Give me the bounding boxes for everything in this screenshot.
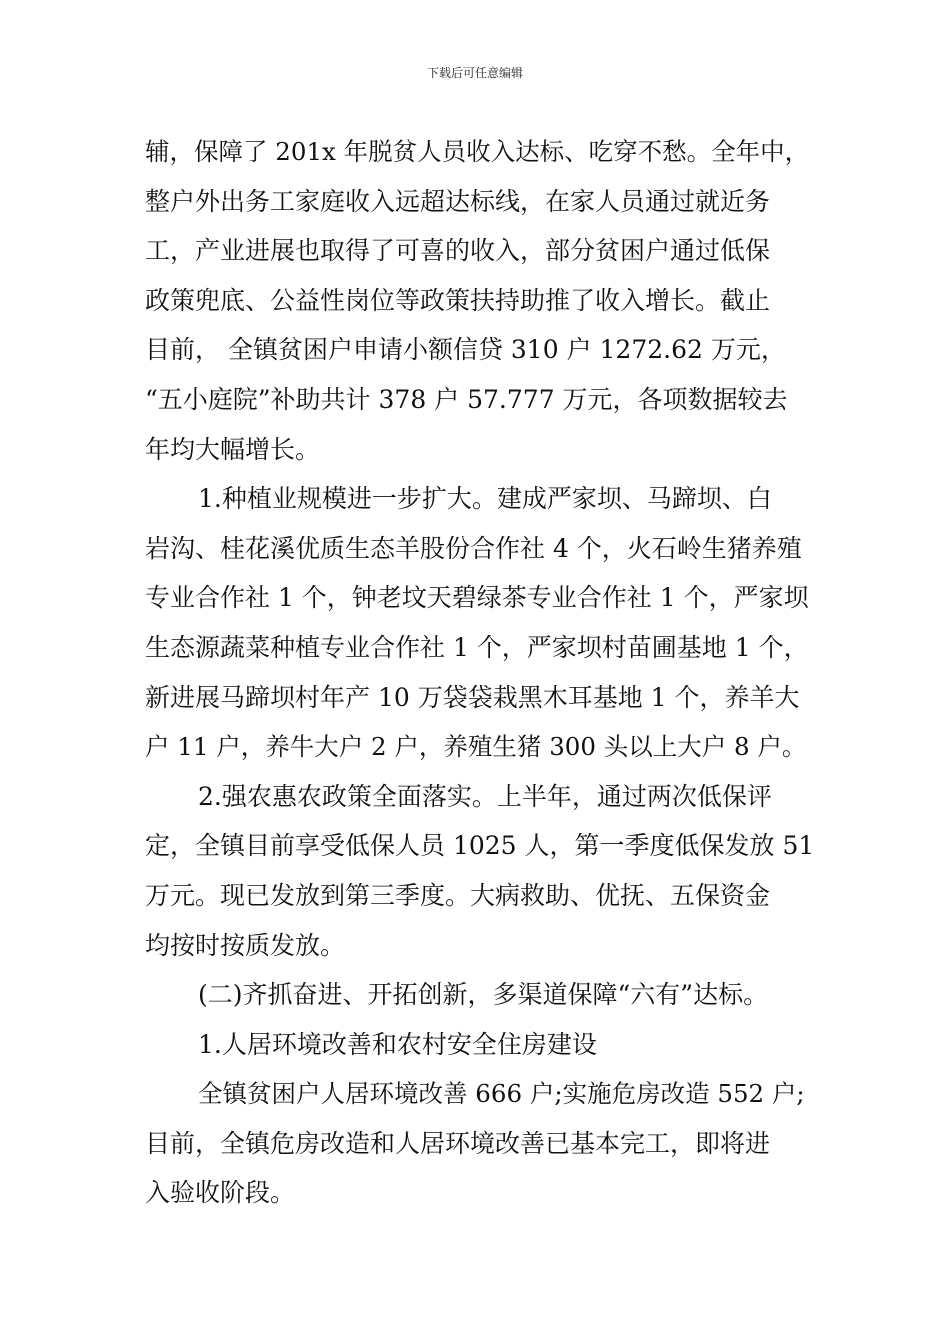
page-header: 下载后可任意编辑	[426, 66, 523, 80]
text-line: 定，全镇目前享受低保人员 1025 人，第一季度低保发放 51	[145, 831, 815, 861]
body-text	[145, 127, 815, 1218]
text-line: 新进展马蹄坝村年产 10 万袋袋栽黑木耳基地 1 个，养羊大	[145, 682, 800, 712]
text-line: 户 11 户，养牛大户 2 户，养殖生猪 300 头以上大户 8 户。	[145, 732, 807, 762]
text-line: 目前，全镇危房改造和人居环境改善已基本完工，即将进	[145, 1128, 771, 1158]
text-line: 全镇贫困户人居环境改善 666 户;实施危房改造 552 户;	[198, 1079, 805, 1109]
text-line: 1.种植业规模进一步扩大。建成严家坝、马蹄坝、白	[198, 484, 772, 514]
text-line: “五小庭院”补助共计 378 户 57.777 万元，各项数据较去	[145, 384, 788, 414]
text-line: 入验收阶段。	[145, 1178, 296, 1208]
text-line: (二)齐抓奋进、开拓创新，多渠道保障“六有”达标。	[198, 980, 769, 1010]
text-line: 政策兜底、公益性岗位等政策扶持助推了收入增长。截止	[145, 285, 771, 315]
text-line: 专业合作社 1 个，钟老坟天碧绿茶专业合作社 1 个，严家坝	[145, 583, 809, 613]
text-line: 均按时按质发放。	[145, 930, 346, 960]
text-line: 万元。现已发放到第三季度。大病救助、优抚、五保资金	[145, 880, 771, 910]
text-line: 生态源蔬菜种植专业合作社 1 个，严家坝村苗圃基地 1 个，	[145, 632, 809, 662]
text-line: 岩沟、桂花溪优质生态羊股份合作社 4 个，火石岭生猪养殖	[145, 533, 802, 563]
text-line: 2.强农惠农政策全面落实。上半年，通过两次低保评	[198, 781, 772, 811]
text-line: 整户外出务工家庭收入远超达标线，在家人员通过就近务	[145, 186, 771, 216]
text-line: 1.人居环境改善和农村安全住房建设	[198, 1029, 597, 1059]
text-line: 目前， 全镇贫困户申请小额信贷 310 户 1272.62 万元，	[145, 335, 786, 365]
text-line: 工，产业进展也取得了可喜的收入，部分贫困户通过低保	[145, 236, 771, 266]
text-line: 辅，保障了 201x 年脱贫人员收入达标、吃穿不愁。全年中，	[145, 137, 810, 166]
text-line: 年均大幅增长。	[145, 434, 321, 464]
